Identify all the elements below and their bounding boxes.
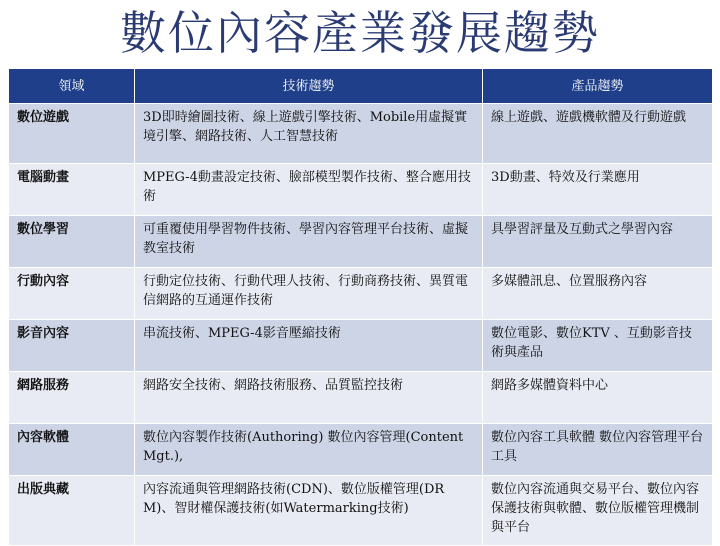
page-title: 數位內容產業發展趨勢 xyxy=(120,6,600,60)
table-row xyxy=(9,104,713,164)
tech-cell: MPEG-4動畫設定技術、臉部模型製作技術、整合應用技術 xyxy=(135,164,483,216)
table-row xyxy=(9,320,713,372)
product-cell: 網路多媒體資料中心 xyxy=(483,372,713,424)
tech-cell: 行動定位技術、行動代理人技術、行動商務技術、異質電信網路的互通運作技術 xyxy=(135,268,483,320)
table-row xyxy=(9,372,713,424)
domain-cell: 電腦動畫 xyxy=(9,164,135,216)
domain-cell: 內容軟體 xyxy=(9,424,135,476)
trend-table xyxy=(8,68,713,546)
product-cell: 多媒體訊息、位置服務內容 xyxy=(483,268,713,320)
product-cell: 數位內容流通與交易平台、數位內容保護技術與軟體、數位版權管理機制與平台 xyxy=(483,476,713,546)
domain-cell: 影音內容 xyxy=(9,320,135,372)
table-row xyxy=(9,268,713,320)
header-tech-trend: 技術趨勢 xyxy=(135,69,483,104)
product-cell: 數位電影、數位KTV 、互動影音技術與產品 xyxy=(483,320,713,372)
header-domain: 領域 xyxy=(9,69,135,104)
tech-cell: 數位內容製作技術(Authoring) 數位內容管理(Content Mgt.), xyxy=(135,424,483,476)
tech-cell: 網路安全技術、網路技術服務、品質監控技術 xyxy=(135,372,483,424)
domain-cell: 行動內容 xyxy=(9,268,135,320)
table-row xyxy=(9,476,713,546)
product-cell: 3D動畫、特效及行業應用 xyxy=(483,164,713,216)
product-cell: 具學習評量及互動式之學習內容 xyxy=(483,216,713,268)
product-cell: 數位內容工具軟體 數位內容管理平台工具 xyxy=(483,424,713,476)
tech-cell: 可重覆使用學習物件技術、學習內容管理平台技術、虛擬教室技術 xyxy=(135,216,483,268)
domain-cell: 數位學習 xyxy=(9,216,135,268)
table-row xyxy=(9,164,713,216)
tech-cell: 3D即時繪圖技術、線上遊戲引擎技術、Mobile用虛擬實境引擎、網路技術、人工智慧技術 xyxy=(135,104,483,164)
table-header-row xyxy=(9,69,713,104)
domain-cell: 數位遊戲 xyxy=(9,104,135,164)
table-row xyxy=(9,424,713,476)
tech-cell: 內容流通與管理網路技術(CDN)、數位版權管理(DRM)、智財權保護技術(如Watermarking技術) xyxy=(135,476,483,546)
domain-cell: 網路服務 xyxy=(9,372,135,424)
header-product-trend: 產品趨勢 xyxy=(483,69,713,104)
table-row xyxy=(9,216,713,268)
product-cell: 線上遊戲、遊戲機軟體及行動遊戲 xyxy=(483,104,713,164)
tech-cell: 串流技術、MPEG-4影音壓縮技術 xyxy=(135,320,483,372)
domain-cell: 出版典藏 xyxy=(9,476,135,546)
